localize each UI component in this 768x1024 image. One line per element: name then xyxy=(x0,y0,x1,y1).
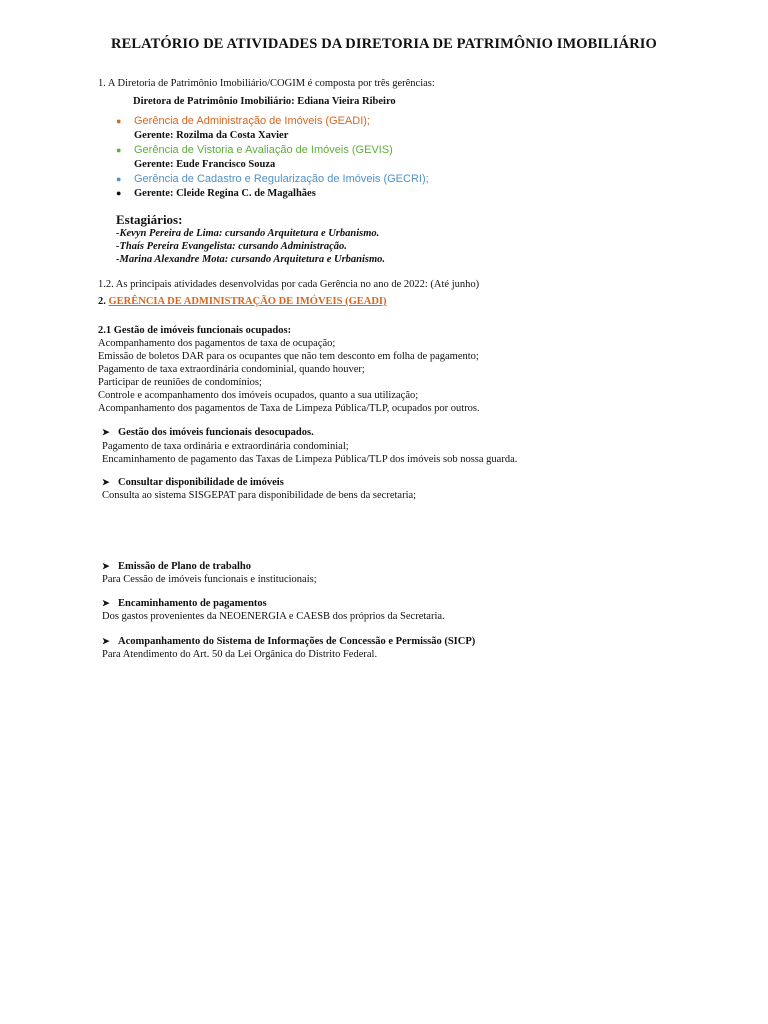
topic-heading: ➤ Encaminhamento de pagamentos xyxy=(102,598,267,609)
topic-heading: ➤ Gestão dos imóveis funcionais desocupados. xyxy=(102,427,314,438)
intro-text: 1. A Diretoria de Patrimônio Imobiliário/COGIM é composta por três gerências: xyxy=(98,78,435,89)
sub-2-1-line: Emissão de boletos DAR para os ocupantes que não tem desconto em folha de pagamento; xyxy=(98,351,479,362)
topic-line: Para Atendimento do Art. 50 da Lei Orgânica do Distrito Federal. xyxy=(102,649,378,660)
gerente-geadi: Gerente: Rozilma da Costa Xavier xyxy=(134,130,289,141)
atividades-intro: 1.2. As principais atividades desenvolvidas por cada Gerência no ano de 2022: (Até junho) xyxy=(98,279,480,290)
gerencia-geadi: ● Gerência de Administração de Imóveis (GEADI); xyxy=(116,115,370,127)
bullet-icon: ● xyxy=(116,145,122,155)
arrow-bullet-icon: ➤ xyxy=(102,561,110,571)
topic-line: Encaminhamento de pagamento das Taxas de Limpeza Pública/TLP dos imóveis sob nossa guarda. xyxy=(102,454,518,465)
sub-2-1-line: Acompanhamento dos pagamentos de taxa de ocupação; xyxy=(98,338,336,349)
sub-2-1-line: Controle e acompanhamento dos imóveis ocupados, quanto a sua utilização; xyxy=(98,390,419,401)
bullet-icon: ● xyxy=(116,116,122,126)
sub-2-1-line: Pagamento de taxa extraordinária condominial, quando houver; xyxy=(98,364,365,375)
topic-heading: ➤ Emissão de Plano de trabalho xyxy=(102,561,252,572)
gerente-gecri: ● Gerente: Cleide Regina C. de Magalhães xyxy=(116,188,316,199)
arrow-bullet-icon: ➤ xyxy=(102,636,110,646)
sub-2-1-heading: 2.1 Gestão de imóveis funcionais ocupados: xyxy=(98,325,292,336)
section-2-title: GERÊNCIA DE ADMINISTRAÇÃO DE IMÓVEIS (GEADI) xyxy=(108,296,387,307)
estagiario-item: -Thaís Pereira Evangelista: cursando Administração. xyxy=(116,241,347,252)
page-title: RELATÓRIO DE ATIVIDADES DA DIRETORIA DE PATRIMÔNIO IMOBILIÁRIO xyxy=(111,36,657,52)
topic-heading: ➤ Consultar disponibilidade de imóveis xyxy=(102,477,284,488)
topic-line: Pagamento de taxa ordinária e extraordinária condominial; xyxy=(102,441,349,452)
gerencia-gevis: ● Gerência de Vistoria e Avaliação de Imóveis (GEVIS) xyxy=(116,144,393,156)
gerente-gevis: Gerente: Eude Francisco Souza xyxy=(134,159,276,170)
estagiario-item: -Kevyn Pereira de Lima: cursando Arquitetura e Urbanismo. xyxy=(116,228,380,239)
topic-line: Consulta ao sistema SISGEPAT para disponibilidade de bens da secretaria; xyxy=(102,490,417,501)
estagiarios-heading: Estagiários: xyxy=(116,212,183,227)
sub-2-1-line: Participar de reuniões de condomínios; xyxy=(98,377,262,388)
arrow-bullet-icon: ➤ xyxy=(102,598,110,608)
sub-2-1-line: Acompanhamento dos pagamentos de Taxa de Limpeza Pública/TLP, ocupados por outros. xyxy=(98,403,480,414)
gerencia-gecri: ● Gerência de Cadastro e Regularização de Imóveis (GECRI); xyxy=(116,173,429,185)
arrow-bullet-icon: ➤ xyxy=(102,427,110,437)
section-2-heading: 2. GERÊNCIA DE ADMINISTRAÇÃO DE IMÓVEIS (GEADI) xyxy=(98,296,387,307)
arrow-bullet-icon: ➤ xyxy=(102,477,110,487)
bullet-icon: ● xyxy=(116,174,122,184)
topic-line: Dos gastos provenientes da NEOENERGIA e CAESB dos próprios da Secretaria. xyxy=(102,611,445,622)
diretora-line: Diretora de Patrimônio Imobiliário: Ediana Vieira Ribeiro xyxy=(133,96,396,107)
estagiario-item: -Marina Alexandre Mota: cursando Arquitetura e Urbanismo. xyxy=(116,254,386,265)
topic-heading: ➤ Acompanhamento do Sistema de Informações de Concessão e Permissão (SICP) xyxy=(102,636,476,647)
bullet-icon: ● xyxy=(116,188,122,198)
topic-line: Para Cessão de imóveis funcionais e institucionais; xyxy=(102,574,317,585)
